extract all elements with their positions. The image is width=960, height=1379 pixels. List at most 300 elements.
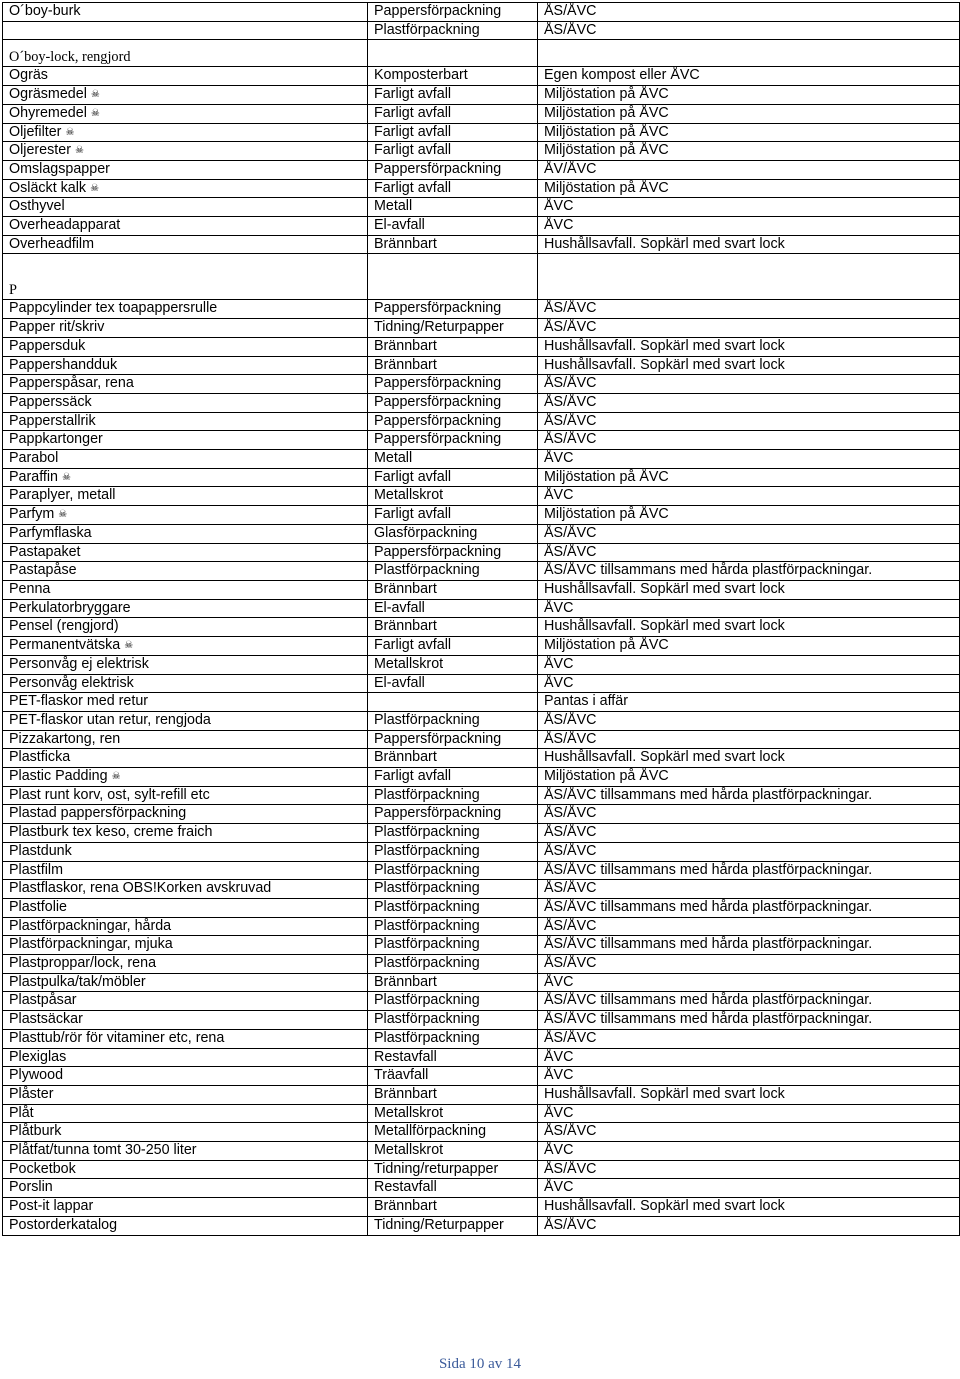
item-name-cell — [3, 599, 368, 618]
table-row — [3, 198, 960, 217]
item-name: Plastad pappersförpackning — [9, 805, 187, 822]
table-row — [3, 955, 960, 974]
table-row — [3, 1048, 960, 1067]
table-row — [3, 524, 960, 543]
disposal-destination-cell: ÅS/ÅVC tillsammans med hårda plastförpackningar. — [538, 1011, 960, 1030]
section-o-rows — [3, 3, 960, 254]
table-row — [3, 824, 960, 843]
disposal-destination-cell: ÅS/ÅVC — [538, 730, 960, 749]
item-name-cell — [3, 1198, 368, 1217]
table-row — [3, 1198, 960, 1217]
section-p-header — [3, 254, 960, 300]
disposal-destination-cell — [538, 40, 960, 67]
waste-category-cell: Metallskrot — [368, 1104, 538, 1123]
waste-category-cell: Restavfall — [368, 1179, 538, 1198]
item-name-cell — [3, 123, 368, 142]
item-name-cell — [3, 431, 368, 450]
item-name: Plastflaskor, rena OBS!Korken avskruvad — [9, 880, 272, 897]
disposal-destination-cell: ÅS/ÅVC — [538, 824, 960, 843]
disposal-destination-cell: Miljöstation på ÅVC — [538, 179, 960, 198]
item-name: Plexiglas — [9, 1048, 67, 1065]
disposal-destination-cell: ÅS/ÅVC tillsammans med hårda plastförpackningar. — [538, 861, 960, 880]
item-name-cell — [3, 1142, 368, 1161]
item-name-cell — [3, 412, 368, 431]
table-row — [3, 3, 960, 22]
item-name-cell — [3, 67, 368, 86]
waste-category-cell — [368, 693, 538, 712]
item-name: Permanentvätska — [9, 637, 121, 654]
item-name-cell — [3, 1048, 368, 1067]
waste-category-cell: Farligt avfall — [368, 123, 538, 142]
item-name: Plåtfat/tunna tomt 30-250 liter — [9, 1142, 197, 1159]
item-name: Osthyvel — [9, 198, 65, 215]
waste-category-cell: Metallskrot — [368, 1142, 538, 1161]
disposal-destination-cell: ÅVC — [538, 1048, 960, 1067]
waste-category-cell: Metall — [368, 198, 538, 217]
table-row — [3, 674, 960, 693]
disposal-destination-cell: ÅVC — [538, 1142, 960, 1161]
item-name: Pastapaket — [9, 543, 81, 560]
table-row — [3, 936, 960, 955]
table-row — [3, 468, 960, 487]
table-row — [3, 580, 960, 599]
item-name: Plastpåsar — [9, 992, 77, 1009]
item-name-cell — [3, 1104, 368, 1123]
disposal-destination-cell: ÅS/ÅVC tillsammans med hårda plastförpackningar. — [538, 786, 960, 805]
waste-category-cell: Farligt avfall — [368, 637, 538, 656]
item-name: Plast runt korv, ost, sylt-refill etc — [9, 786, 210, 803]
waste-category-cell: Pappersförpackning — [368, 431, 538, 450]
item-name-cell — [3, 786, 368, 805]
table-row — [3, 618, 960, 637]
disposal-destination-cell: ÅVC — [538, 198, 960, 217]
item-name-cell — [3, 842, 368, 861]
table-row — [3, 599, 960, 618]
table-row — [3, 543, 960, 562]
item-name-cell — [3, 198, 368, 217]
item-name: Pensel (rengjord) — [9, 618, 119, 635]
item-name: PET-flaskor utan retur, rengjoda — [9, 711, 211, 728]
waste-sorting-table — [2, 2, 960, 1236]
waste-category-cell: Plastförpackning — [368, 786, 538, 805]
waste-category-cell: Pappersförpackning — [368, 543, 538, 562]
waste-category-cell: Träavfall — [368, 1067, 538, 1086]
skull-crossbones-icon: ☠ — [90, 107, 100, 119]
waste-category-cell: Pappersförpackning — [368, 375, 538, 394]
item-name: Overheadapparat — [9, 217, 121, 234]
table-row — [3, 898, 960, 917]
disposal-destination-cell: ÅS/ÅVC — [538, 412, 960, 431]
item-name-cell — [3, 300, 368, 319]
table-row — [3, 86, 960, 105]
waste-category-cell: Metall — [368, 450, 538, 469]
disposal-destination-cell: ÅVC — [538, 674, 960, 693]
disposal-destination-cell: ÅS/ÅVC tillsammans med hårda plastförpackningar. — [538, 562, 960, 581]
disposal-destination-cell: ÅS/ÅVC — [538, 1123, 960, 1142]
item-name-cell — [3, 21, 368, 40]
disposal-destination-cell: Miljöstation på ÅVC — [538, 142, 960, 161]
disposal-destination-cell: Miljöstation på ÅVC — [538, 768, 960, 787]
table-row — [3, 768, 960, 787]
waste-category-cell: Plastförpackning — [368, 824, 538, 843]
table-row — [3, 40, 960, 67]
table-row — [3, 730, 960, 749]
table-row — [3, 637, 960, 656]
disposal-destination-cell: ÅS/ÅVC — [538, 300, 960, 319]
table-row — [3, 1160, 960, 1179]
item-name-cell — [3, 711, 368, 730]
table-row — [3, 973, 960, 992]
table-row — [3, 487, 960, 506]
table-row — [3, 1085, 960, 1104]
item-name-cell — [3, 487, 368, 506]
item-name-cell — [3, 450, 368, 469]
item-name-cell — [3, 674, 368, 693]
item-name: Post-it lappar — [9, 1198, 94, 1215]
item-name-cell — [3, 880, 368, 899]
disposal-destination-cell: Miljöstation på ÅVC — [538, 123, 960, 142]
table-row — [3, 375, 960, 394]
item-name: Pappkartonger — [9, 431, 103, 448]
item-name-cell — [3, 861, 368, 880]
disposal-destination-cell: ÅS/ÅVC — [538, 1216, 960, 1235]
item-name-cell — [3, 730, 368, 749]
item-name-cell — [3, 562, 368, 581]
waste-category-cell: Plastförpackning — [368, 21, 538, 40]
item-name-cell — [3, 319, 368, 338]
item-name: Plywood — [9, 1067, 64, 1084]
table-row — [3, 506, 960, 525]
item-name-cell — [3, 86, 368, 105]
item-name-cell — [3, 235, 368, 254]
waste-category-cell: Brännbart — [368, 749, 538, 768]
item-name: Papperspåsar, rena — [9, 375, 134, 392]
disposal-destination-cell: ÅVC — [538, 1067, 960, 1086]
waste-category-cell: Plastförpackning — [368, 861, 538, 880]
item-name: Plasttub/rör för vitaminer etc, rena — [9, 1029, 225, 1046]
waste-category-cell: Plastförpackning — [368, 955, 538, 974]
waste-category-cell: Brännbart — [368, 973, 538, 992]
item-name-cell — [3, 693, 368, 712]
item-name: Oljerester — [9, 142, 71, 159]
waste-category-cell: Komposterbart — [368, 67, 538, 86]
item-name-cell — [3, 1011, 368, 1030]
disposal-destination-cell: Miljöstation på ÅVC — [538, 637, 960, 656]
item-name-cell — [3, 580, 368, 599]
disposal-destination-cell: ÅS/ÅVC — [538, 1029, 960, 1048]
item-name: Plastdunk — [9, 842, 72, 859]
item-name: Omslagspapper — [9, 160, 110, 177]
item-name-cell — [3, 160, 368, 179]
item-name-cell — [3, 1216, 368, 1235]
waste-category-cell: Pappersförpackning — [368, 300, 538, 319]
table-row — [3, 917, 960, 936]
sorting-guide-page — [2, 2, 959, 1236]
table-row — [3, 880, 960, 899]
waste-category-cell: Plastförpackning — [368, 842, 538, 861]
item-name-cell — [3, 749, 368, 768]
item-name-cell — [3, 618, 368, 637]
waste-category-cell: Metallskrot — [368, 655, 538, 674]
waste-category-cell: Plastförpackning — [368, 898, 538, 917]
item-name: Oljefilter — [9, 123, 62, 140]
item-name: Personvåg elektrisk — [9, 674, 134, 691]
item-name-cell — [3, 179, 368, 198]
table-row — [3, 300, 960, 319]
waste-category-cell: Farligt avfall — [368, 768, 538, 787]
item-name: Plastficka — [9, 749, 71, 766]
item-name: Pappersduk — [9, 337, 86, 354]
waste-category-cell: El-avfall — [368, 599, 538, 618]
table-row — [3, 217, 960, 236]
waste-category-cell: Plastförpackning — [368, 880, 538, 899]
item-name-cell — [3, 768, 368, 787]
waste-category-cell: Plastförpackning — [368, 562, 538, 581]
table-row — [3, 319, 960, 338]
empty-cell — [538, 254, 960, 300]
item-name: Plastproppar/lock, rena — [9, 955, 157, 972]
waste-category-cell: Brännbart — [368, 580, 538, 599]
item-name-cell — [3, 898, 368, 917]
item-name: Postorderkatalog — [9, 1216, 118, 1233]
waste-category-cell: Farligt avfall — [368, 468, 538, 487]
table-row — [3, 562, 960, 581]
disposal-destination-cell: ÅS/ÅVC tillsammans med hårda plastförpackningar. — [538, 898, 960, 917]
disposal-destination-cell: ÅS/ÅVC — [538, 393, 960, 412]
disposal-destination-cell: ÅS/ÅVC — [538, 1160, 960, 1179]
item-name: Plastfilm — [9, 861, 64, 878]
waste-category-cell: Plastförpackning — [368, 992, 538, 1011]
item-name-cell — [3, 104, 368, 123]
waste-category-cell: Pappersförpackning — [368, 3, 538, 22]
item-name-cell — [3, 468, 368, 487]
table-row — [3, 179, 960, 198]
item-name-cell — [3, 973, 368, 992]
item-name: Pappcylinder tex toapappersrulle — [9, 300, 218, 317]
disposal-destination-cell: Pantas i affär — [538, 693, 960, 712]
item-name: Plastförpackningar, mjuka — [9, 936, 173, 953]
table-row — [3, 1216, 960, 1235]
item-name-cell — [3, 936, 368, 955]
waste-category-cell: Brännbart — [368, 235, 538, 254]
table-row — [3, 235, 960, 254]
table-row — [3, 337, 960, 356]
table-row — [3, 1067, 960, 1086]
disposal-destination-cell: Miljöstation på ÅVC — [538, 104, 960, 123]
item-name: O´boy-lock, rengjord — [9, 48, 131, 65]
waste-category-cell: Metallskrot — [368, 487, 538, 506]
item-name: Parabol — [9, 450, 59, 467]
table-row — [3, 123, 960, 142]
disposal-destination-cell: ÅS/ÅVC — [538, 917, 960, 936]
disposal-destination-cell: ÅVC — [538, 655, 960, 674]
item-name-cell — [3, 1067, 368, 1086]
item-name: Plastförpackningar, hårda — [9, 917, 172, 934]
disposal-destination-cell: ÅS/ÅVC tillsammans med hårda plastförpackningar. — [538, 992, 960, 1011]
item-name: Pizzakartong, ren — [9, 730, 121, 747]
skull-crossbones-icon: ☠ — [124, 640, 134, 652]
waste-category-cell: Brännbart — [368, 1085, 538, 1104]
disposal-destination-cell: ÅVC — [538, 450, 960, 469]
table-row — [3, 393, 960, 412]
item-name-cell — [3, 1123, 368, 1142]
item-name: Ogräs — [9, 67, 48, 84]
item-name-cell — [3, 1029, 368, 1048]
item-name: Plåt — [9, 1104, 34, 1121]
item-name: Overheadfilm — [9, 235, 95, 252]
table-row — [3, 1011, 960, 1030]
disposal-destination-cell: ÅVC — [538, 217, 960, 236]
waste-category-cell: Plastförpackning — [368, 1011, 538, 1030]
item-name: Papperstallrik — [9, 412, 96, 429]
disposal-destination-cell: ÅS/ÅVC — [538, 319, 960, 338]
table-row — [3, 992, 960, 1011]
item-name-cell — [3, 992, 368, 1011]
waste-category-cell: Farligt avfall — [368, 142, 538, 161]
item-name: Ohyremedel — [9, 104, 87, 121]
disposal-destination-cell: Miljöstation på ÅVC — [538, 468, 960, 487]
item-name-cell — [3, 824, 368, 843]
waste-category-cell: Plastförpackning — [368, 936, 538, 955]
item-name: Plastpulka/tak/möbler — [9, 973, 146, 990]
waste-category-cell: Farligt avfall — [368, 506, 538, 525]
waste-category-cell: El-avfall — [368, 674, 538, 693]
item-name: Paraffin — [9, 468, 59, 485]
waste-category-cell: Brännbart — [368, 356, 538, 375]
table-row — [3, 1179, 960, 1198]
item-name: Penna — [9, 580, 51, 597]
item-name: Parfym — [9, 506, 55, 523]
table-row — [3, 693, 960, 712]
disposal-destination-cell: Miljöstation på ÅVC — [538, 506, 960, 525]
item-name-cell — [3, 393, 368, 412]
disposal-destination-cell: ÅS/ÅVC — [538, 524, 960, 543]
table-row — [3, 1029, 960, 1048]
item-name: Plåtburk — [9, 1123, 62, 1140]
waste-category-cell: Glasförpackning — [368, 524, 538, 543]
item-name-cell — [3, 917, 368, 936]
item-name-cell — [3, 955, 368, 974]
disposal-destination-cell: Hushållsavfall. Sopkärl med svart lock — [538, 1085, 960, 1104]
waste-category-cell: Pappersförpackning — [368, 805, 538, 824]
waste-category-cell: Pappersförpackning — [368, 412, 538, 431]
table-row — [3, 1142, 960, 1161]
table-row — [3, 655, 960, 674]
item-name-cell — [3, 375, 368, 394]
item-name: Ogräsmedel — [9, 86, 87, 103]
table-row — [3, 104, 960, 123]
waste-category-cell: Metallförpackning — [368, 1123, 538, 1142]
item-name: Osläckt kalk — [9, 179, 87, 196]
table-row — [3, 711, 960, 730]
item-name: Plåster — [9, 1085, 54, 1102]
waste-category-cell: Farligt avfall — [368, 104, 538, 123]
item-name: O´boy-burk — [9, 3, 81, 19]
skull-crossbones-icon: ☠ — [90, 182, 100, 194]
disposal-destination-cell: Miljöstation på ÅVC — [538, 86, 960, 105]
page-number-footer: Sida 10 av 14 — [438, 1356, 522, 1372]
waste-category-cell: Plastförpackning — [368, 1029, 538, 1048]
item-name: Perkulatorbryggare — [9, 599, 131, 616]
section-p-rows — [3, 300, 960, 1235]
item-name-cell — [3, 337, 368, 356]
item-name: Papper rit/skriv — [9, 319, 105, 336]
item-name-cell — [3, 356, 368, 375]
item-name: Paraplyer, metall — [9, 487, 116, 504]
waste-category-cell: Farligt avfall — [368, 86, 538, 105]
item-name: Personvåg ej elektrisk — [9, 655, 149, 672]
skull-crossbones-icon: ☠ — [65, 126, 75, 138]
disposal-destination-cell: ÅS/ÅVC tillsammans med hårda plastförpackningar. — [538, 936, 960, 955]
section-header-row — [3, 254, 960, 300]
waste-category-cell: Tidning/Returpapper — [368, 1216, 538, 1235]
disposal-destination-cell: ÅS/ÅVC — [538, 375, 960, 394]
disposal-destination-cell: Hushållsavfall. Sopkärl med svart lock — [538, 1198, 960, 1217]
waste-category-cell: Pappersförpackning — [368, 730, 538, 749]
item-name: Plastsäckar — [9, 1011, 83, 1028]
disposal-destination-cell: ÅVC — [538, 973, 960, 992]
item-name-cell — [3, 1160, 368, 1179]
waste-category-cell: Brännbart — [368, 337, 538, 356]
item-name: Pocketbok — [9, 1160, 76, 1177]
skull-crossbones-icon: ☠ — [58, 509, 68, 521]
waste-category-cell: Plastförpackning — [368, 917, 538, 936]
waste-category-cell: Plastförpackning — [368, 711, 538, 730]
item-name-cell — [3, 3, 368, 22]
waste-category-cell: Restavfall — [368, 1048, 538, 1067]
disposal-destination-cell: ÅVC — [538, 487, 960, 506]
item-name-cell — [3, 637, 368, 656]
disposal-destination-cell: ÅVC — [538, 1179, 960, 1198]
disposal-destination-cell: ÅV/ÅVC — [538, 160, 960, 179]
table-row — [3, 160, 960, 179]
item-name-cell — [3, 40, 368, 67]
disposal-destination-cell: ÅVC — [538, 599, 960, 618]
item-name-cell — [3, 506, 368, 525]
table-row — [3, 142, 960, 161]
table-row — [3, 805, 960, 824]
disposal-destination-cell: ÅS/ÅVC — [538, 543, 960, 562]
disposal-destination-cell: Hushållsavfall. Sopkärl med svart lock — [538, 580, 960, 599]
disposal-destination-cell: Hushållsavfall. Sopkärl med svart lock — [538, 337, 960, 356]
item-name-cell — [3, 543, 368, 562]
item-name: Papperssäck — [9, 393, 92, 410]
disposal-destination-cell: Hushållsavfall. Sopkärl med svart lock — [538, 356, 960, 375]
table-row — [3, 1123, 960, 1142]
table-row — [3, 786, 960, 805]
empty-cell — [368, 254, 538, 300]
item-name: Plastfolie — [9, 898, 68, 915]
table-row — [3, 431, 960, 450]
item-name: Parfymflaska — [9, 524, 92, 541]
disposal-destination-cell: ÅS/ÅVC — [538, 842, 960, 861]
item-name-cell — [3, 524, 368, 543]
table-row — [3, 412, 960, 431]
item-name: Porslin — [9, 1179, 53, 1196]
item-name-cell — [3, 655, 368, 674]
waste-category-cell: Brännbart — [368, 618, 538, 637]
item-name: Plastburk tex keso, creme fraich — [9, 824, 213, 841]
item-name: Pastapåse — [9, 562, 77, 579]
disposal-destination-cell: ÅS/ÅVC — [538, 431, 960, 450]
waste-category-cell: Tidning/returpapper — [368, 1160, 538, 1179]
disposal-destination-cell: Hushållsavfall. Sopkärl med svart lock — [538, 618, 960, 637]
disposal-destination-cell: ÅS/ÅVC — [538, 711, 960, 730]
waste-category-cell: Pappersförpackning — [368, 160, 538, 179]
table-row — [3, 1104, 960, 1123]
item-name-cell — [3, 142, 368, 161]
table-row — [3, 67, 960, 86]
